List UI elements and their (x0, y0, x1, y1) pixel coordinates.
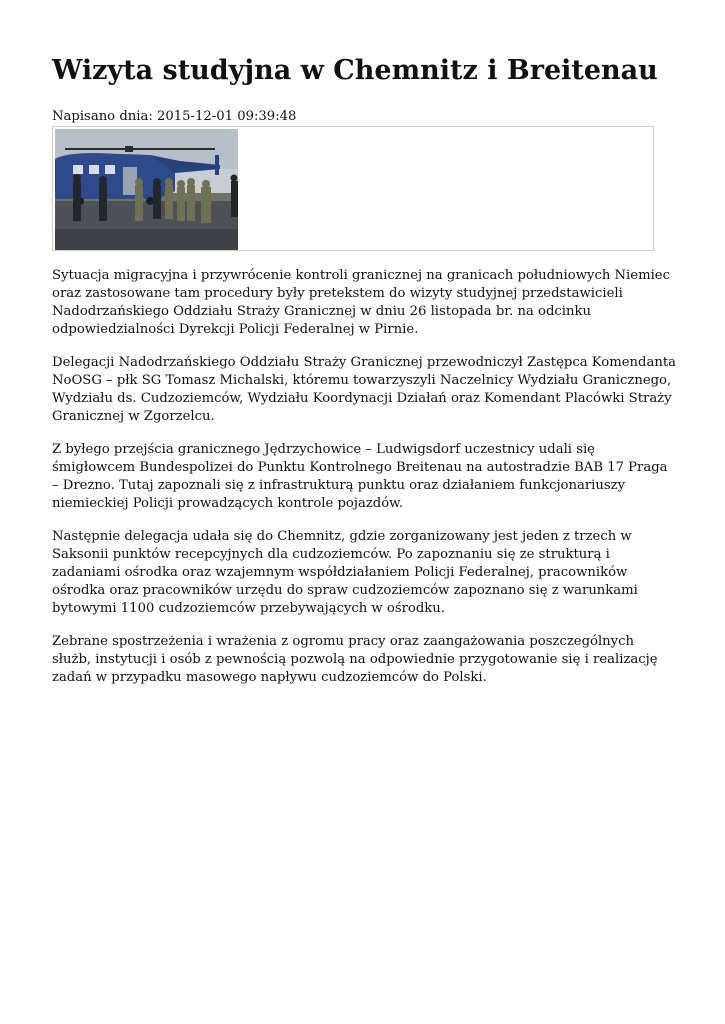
image-gallery (52, 126, 654, 251)
post-date: Napisano dnia: 2015-12-01 09:39:48 (52, 109, 297, 124)
article-paragraph: Delegacji Nadodrzańskiego Oddziału Straży Granicznej przewodniczył Zastępca Komendanta NoOSG – płk SG Tomasz Michalski, któremu towarzyszyli Naczelnicy Wydziału Granicznego, Wydziału ds. Cudzoziemców, Wydziału Koordynacji Działań oraz Komendant Placówki Straży Granicznej w Zgorzelcu. (52, 355, 676, 424)
article-paragraph: Następnie delegacja udała się do Chemnitz, gdzie zorganizowany jest jeden z trzech w Saksonii punktów recepcyjnych dla cudzoziemców. Po zapoznaniu się ze strukturą i zadaniami ośrodka oraz wzajemnym współdziałaniem Policji Federalnej, pracowników ośrodka oraz pracowników urzędu do spraw cudzoziemców zapoznano się z warunkami bytowymi 1100 cudzoziemców przebywających w ośrodku. (52, 529, 638, 616)
article-photo[interactable] (55, 129, 238, 250)
article-title: Wizyta studyjna w Chemnitz i Breitenau (52, 55, 658, 86)
article-paragraph: Z byłego przejścia granicznego Jędrzychowice – Ludwigsdorf uczestnicy udali się śmigłowcem Bundespolizei do Punktu Kontrolnego Breitenau na autostradzie BAB 17 Praga – Drezno. Tutaj zapoznali się z infrastrukturą punktu oraz działaniem funkcjonariuszy niemieckiej Policji prowadzących kontrole pojazdów. (52, 442, 668, 511)
article-paragraph: Zebrane spostrzeżenia i wrażenia z ogromu pracy oraz zaangażowania poszczególnych służb, instytucji i osób z pewnością pozwolą na odpowiednie przygotowanie się i realizację zadań w przypadku masowego napływu cudzoziemców do Polski. (52, 634, 658, 685)
article-body (52, 267, 677, 702)
article-paragraph: Sytuacja migracyjna i przywrócenie kontroli granicznej na granicach południowych Niemiec oraz zastosowane tam procedury były pretekstem do wizyty studyjnej przedstawicieli Nadodrzańskiego Oddziału Straży Granicznej w dniu 26 listopada br. na odcinku odpowiedzialności Dyrekcji Policji Federalnej w Pirnie. (52, 268, 670, 337)
